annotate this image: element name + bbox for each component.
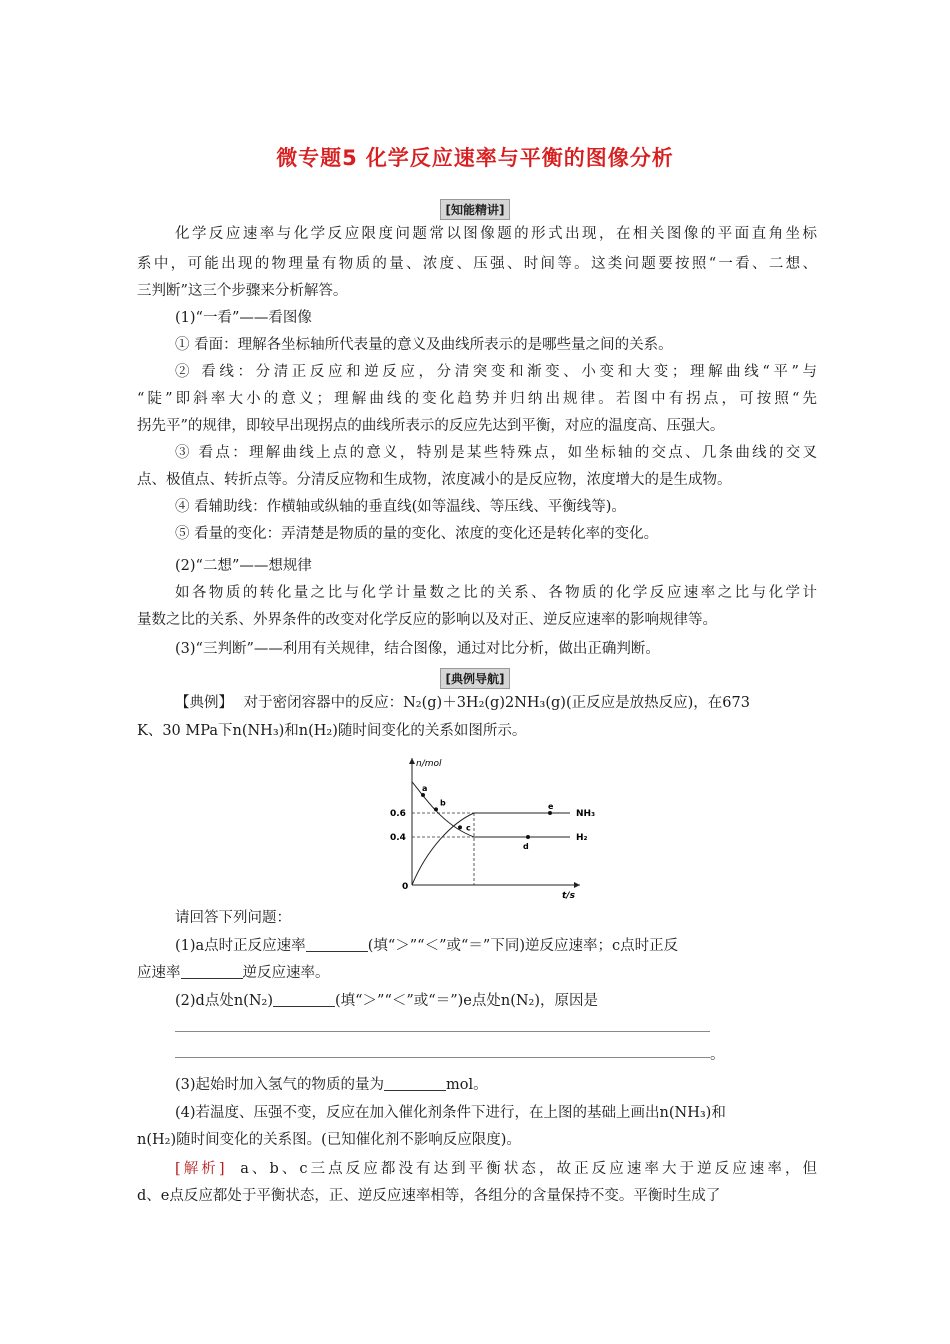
example-line-1 [175, 692, 817, 714]
q2-answer-line-1[interactable] [175, 1031, 710, 1032]
step2-body-2: 量数之比的关系、外界条件的改变对化学反应的影响以及对正、逆反应速率的影响规律等。 [137, 612, 717, 628]
step3-heading: (3)“三判断”——利用有关规律，结合图像，通过对比分析，做出正确判断。 [175, 641, 660, 657]
example-line-2: K、30 MPa下n(NH₃)和n(H₂)随时间变化的关系如图所示。 [137, 723, 527, 739]
question-1-line-1 [175, 935, 817, 957]
data-point-b [434, 807, 438, 811]
analysis-line-1 [175, 1158, 817, 1180]
q2-text-a: (2)d点处n(N₂) [175, 993, 273, 1009]
q1-text-c: 应速率 [137, 965, 181, 981]
analysis-label: [解析] [175, 1161, 225, 1177]
reaction-chart [370, 752, 610, 902]
step1-view-point-1: ③ 看点：理解曲线上点的意义，特别是某些特殊点，如坐标轴的交点、几条曲线的交叉 [175, 445, 817, 461]
y-axis-arrow [409, 758, 415, 764]
section-tag-knowledge: [知能精讲] [0, 199, 950, 220]
q1-text-d: 逆反应速率。 [242, 965, 330, 981]
analysis-line-2: d、e点反应都处于平衡状态，正、逆反应速率相等，各组分的含量保持不变。平衡时生成了 [137, 1188, 721, 1204]
title-topic-number: 微专题5 [276, 146, 358, 170]
step2-heading: (2)“二想”——想规律 [175, 558, 312, 574]
data-point-a [421, 793, 425, 797]
q1-blank-1[interactable] [306, 937, 368, 952]
questions-intro: 请回答下列问题： [175, 910, 291, 926]
series-label-h2: H₂ [576, 833, 588, 843]
data-point-c [458, 825, 462, 829]
analysis-text-1: a、b、c三点反应都没有达到平衡状态，故正反应速率大于逆反应速率，但 [240, 1161, 818, 1177]
example-label: 【典例】 [175, 695, 233, 711]
step2-body-1: 如各物质的转化量之比与化学计量数之比的关系、各物质的化学反应速率之比与化学计 [175, 585, 817, 601]
step1-view-line-3: 拐先平”的规律，即较早出现拐点的曲线所表示的反应先达到平衡，对应的温度高、压强大。 [137, 418, 725, 434]
q3-blank[interactable] [384, 1076, 446, 1091]
series-label-nh3: NH₃ [576, 809, 596, 819]
q2-answer-line-2[interactable] [175, 1057, 710, 1058]
point-label-d: d [523, 842, 529, 851]
y-tick-label: 0.4 [390, 833, 406, 843]
series-line-nh3 [412, 813, 570, 885]
q1-blank-2[interactable] [181, 964, 243, 979]
question-4-line-1: (4)若温度、压强不变，反应在加入催化剂条件下进行，在上图的基础上画出n(NH₃)和 [175, 1105, 726, 1121]
q1-text-b: (填“＞”“＜”或“＝”下同)逆反应速率；c点时正反 [367, 938, 679, 954]
step1-view-line-2: “陡”即斜率大小的意义；理解曲线的变化趋势并归纳出规律。若图中有拐点，可按照“先 [137, 391, 817, 407]
section-tag-example: [典例导航] [0, 668, 950, 689]
example-text-1: 对于密闭容器中的反应：N₂(g)＋3H₂(g)2NH₃(g)(正反应是放热反应)，在673 [243, 695, 750, 711]
origin-label: 0 [402, 882, 409, 892]
x-axis-label: t/s [562, 891, 575, 901]
point-label-b: b [440, 798, 446, 808]
intro-line-3: 三判断”这三个步骤来分析解答。 [137, 283, 348, 299]
y-axis-label: n/mol [416, 759, 442, 769]
q3-text-a: (3)起始时加入氢气的物质的量为 [175, 1077, 385, 1093]
step1-view-surface: ① 看面：理解各坐标轴所代表量的意义及曲线所表示的是哪些量之间的关系。 [175, 337, 673, 353]
q3-text-b: mol。 [446, 1077, 488, 1093]
data-point-e [548, 811, 552, 815]
point-label-a: a [422, 784, 428, 793]
intro-line-1: 化学反应速率与化学反应限度问题常以图像题的形式出现，在相关图像的平面直角坐标 [175, 226, 817, 242]
question-2-line-1 [175, 990, 817, 1012]
question-4-line-2: n(H₂)随时间变化的关系图。(已知催化剂不影响反应限度)。 [137, 1132, 521, 1148]
title-topic-name: 化学反应速率与平衡的图像分析 [365, 146, 674, 170]
intro-line-2: 系中，可能出现的物理量有物质的量、浓度、压强、时间等。这类问题要按照“一看、二想、 [137, 256, 817, 272]
chart-dynamic [390, 758, 595, 901]
point-label-e: e [548, 802, 554, 811]
step1-view-line-1: ② 看线：分清正反应和逆反应，分清突变和渐变、小变和大变；理解曲线“平”与 [175, 364, 817, 380]
q2-blank-1[interactable] [273, 992, 335, 1007]
y-tick-label: 0.6 [390, 809, 406, 819]
question-1-line-2 [137, 962, 817, 984]
q1-text-a: (1)a点时正反应速率 [175, 938, 306, 954]
step1-view-quantity: ⑤ 看量的变化：弄清楚是物质的量的变化、浓度的变化还是转化率的变化。 [175, 526, 659, 542]
step1-view-auxiliary: ④ 看辅助线：作横轴或纵轴的垂直线(如等温线、等压线、平衡线等)。 [175, 499, 626, 515]
data-point-d [526, 835, 530, 839]
question-3 [175, 1074, 817, 1096]
q2-text-b: (填“＞”“＜”或“＝”)e点处n(N₂)，原因是 [334, 993, 599, 1009]
x-axis-arrow [574, 882, 580, 888]
point-label-c: c [466, 823, 471, 833]
step1-heading: (1)“一看”——看图像 [175, 310, 312, 326]
q2-period: 。 [710, 1047, 725, 1063]
page-title [0, 142, 950, 172]
step1-view-point-2: 点、极值点、转折点等。分清反应物和生成物，浓度减小的是反应物，浓度增大的是生成物。 [137, 472, 732, 488]
